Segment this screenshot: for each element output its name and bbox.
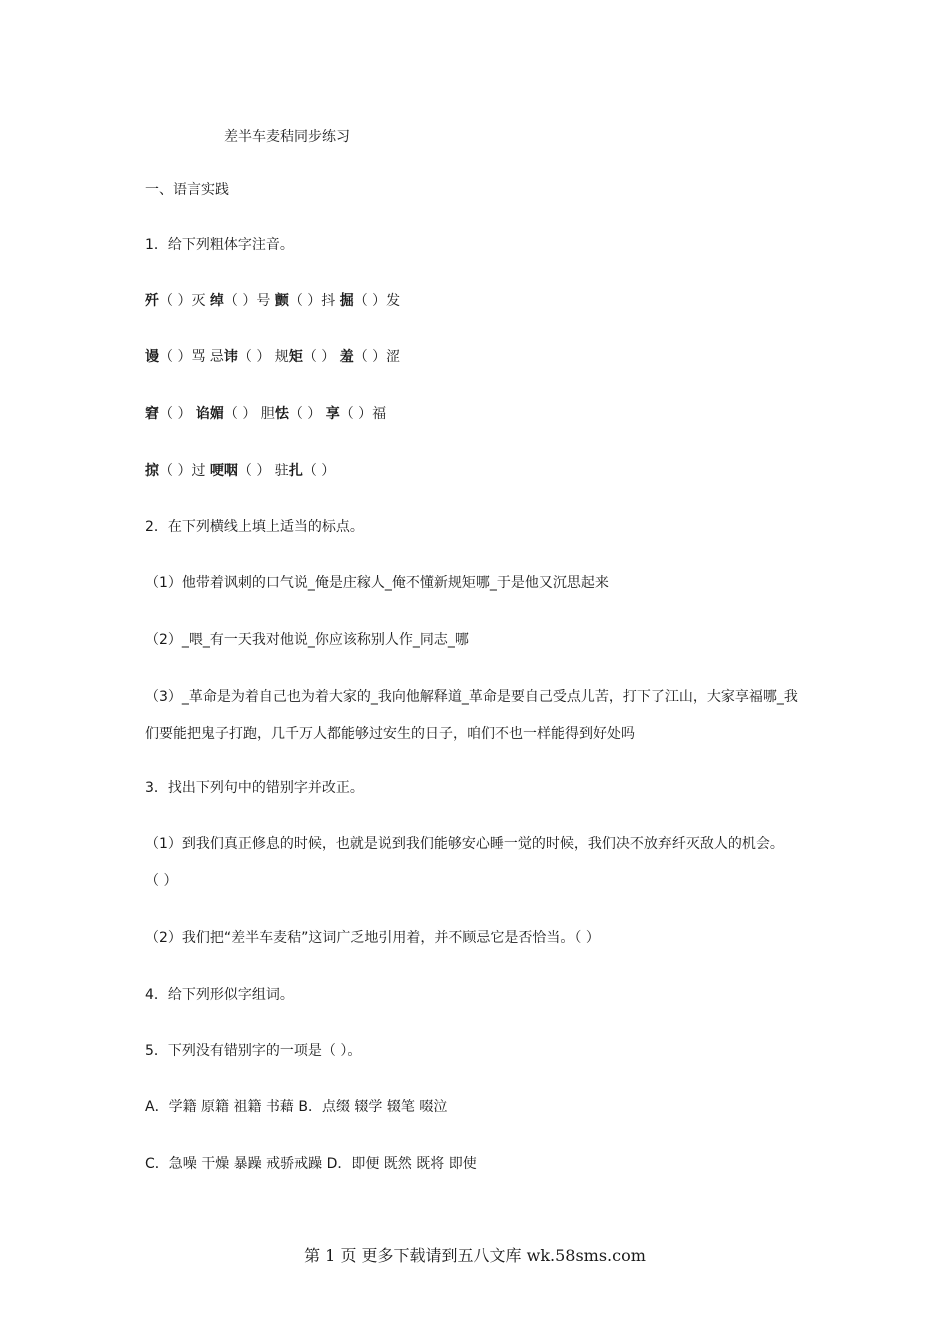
pinyin-blank: （ ）涩 bbox=[353, 349, 401, 365]
pinyin-blank: （ ）福 bbox=[339, 406, 387, 422]
section-heading: 一、语言实践 bbox=[145, 182, 229, 198]
bold-char: 歼 bbox=[145, 293, 159, 309]
pinyin-blank: （ ） 规 bbox=[237, 349, 289, 365]
pinyin-blank: （ ）过 bbox=[159, 463, 210, 479]
question-2-item-3: （3）_革命是为着自己也为着大家的_我向他解释道_革命是要自己受点儿苦，打下了江山，大家享福哪_我 bbox=[145, 689, 798, 705]
pinyin-blank: （ ） 胆 bbox=[223, 406, 275, 422]
pinyin-blank: （ ）灭 bbox=[159, 293, 210, 309]
question-1-row-4 bbox=[145, 461, 335, 481]
pinyin-blank: （ ） 驻 bbox=[237, 463, 289, 479]
page-footer: 第 1 页 更多下载请到五八文库 wk.58sms.com bbox=[304, 1246, 646, 1265]
question-3-heading: 3．找出下列句中的错别字并改正。 bbox=[145, 780, 364, 796]
pinyin-blank: （ ） bbox=[288, 406, 326, 422]
pinyin-blank: （ ）发 bbox=[353, 293, 401, 309]
bold-char: 扎 bbox=[288, 463, 303, 479]
question-1-row-3 bbox=[145, 404, 386, 424]
bold-char: 讳 bbox=[223, 349, 238, 365]
pinyin-blank: （ ）号 bbox=[223, 293, 275, 309]
question-3-item-2: （2）我们把“差半车麦秸”这词广乏地引用着，并不顾忌它是否恰当。（ ） bbox=[145, 930, 600, 946]
pinyin-blank: （ ） bbox=[159, 406, 196, 422]
pinyin-blank: （ ） bbox=[302, 349, 340, 365]
bold-char: 绰 bbox=[209, 293, 224, 309]
bold-char: 哽咽 bbox=[209, 463, 238, 479]
pinyin-blank: （ ）抖 bbox=[288, 293, 340, 309]
question-2-item-2: （2）_喂_有一天我对他说_你应该称别人作_同志_哪 bbox=[145, 632, 469, 648]
question-5-options-ab: A．学籍 原籍 祖籍 书藉 B．点缀 辍学 辍笔 啜泣 bbox=[145, 1099, 448, 1115]
bold-char: 谄媚 bbox=[195, 406, 224, 422]
question-4-heading: 4．给下列形似字组词。 bbox=[145, 987, 294, 1003]
pinyin-blank: （ ） bbox=[302, 463, 336, 479]
bold-char: 掘 bbox=[339, 293, 354, 309]
bold-char: 谩 bbox=[145, 349, 159, 365]
bold-char: 享 bbox=[325, 406, 340, 422]
bold-char: 窘 bbox=[145, 406, 159, 422]
pinyin-blank: （ ）骂 忌 bbox=[159, 349, 224, 365]
question-2-item-1: （1）他带着讽刺的口气说_俺是庄稼人_俺不懂新规矩哪_于是他又沉思起来 bbox=[145, 575, 609, 591]
question-1-row-2 bbox=[145, 347, 400, 367]
question-5-options-cd: C．急噪 干燥 暴躁 戒骄戒躁 D．即便 既然 既将 即使 bbox=[145, 1156, 477, 1172]
bold-char: 羞 bbox=[339, 349, 354, 365]
bold-char: 掠 bbox=[145, 463, 159, 479]
question-1-heading: 1．给下列粗体字注音。 bbox=[145, 237, 294, 253]
question-2-item-3-continued: 们要能把鬼子打跑，几千万人都能够过安生的日子，咱们不也一样能得到好处吗 bbox=[145, 726, 635, 742]
bold-char: 矩 bbox=[288, 349, 303, 365]
bold-char: 怯 bbox=[274, 406, 289, 422]
bold-char: 颤 bbox=[274, 293, 289, 309]
question-2-heading: 2．在下列横线上填上适当的标点。 bbox=[145, 519, 364, 535]
question-5-heading: 5．下列没有错别字的一项是（ ）。 bbox=[145, 1043, 362, 1059]
question-3-item-1: （1）到我们真正修息的时候，也就是说到我们能够安心睡一觉的时候，我们决不放弃纤灭敌人的机会。 bbox=[145, 836, 784, 852]
question-1-row-1 bbox=[145, 291, 400, 311]
document-title: 差半车麦秸同步练习 bbox=[224, 129, 350, 145]
question-3-item-1-blank: （ ） bbox=[145, 873, 178, 889]
